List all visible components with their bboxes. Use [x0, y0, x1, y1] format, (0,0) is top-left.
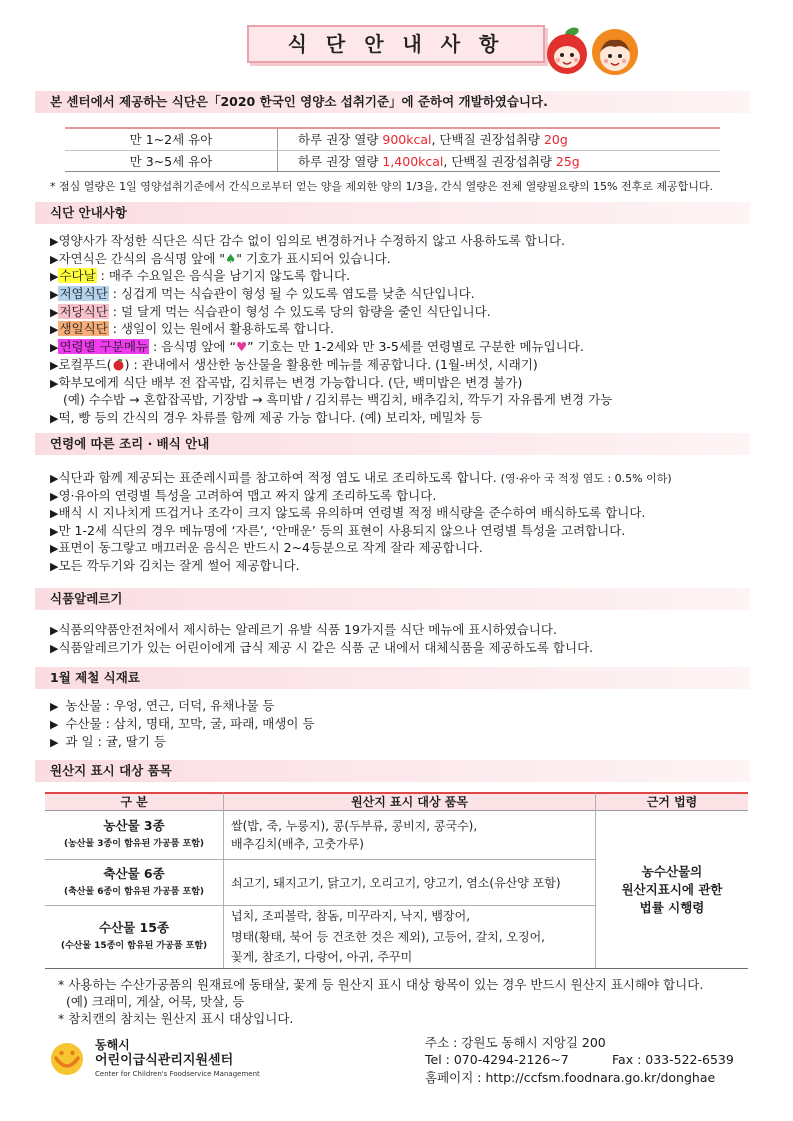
category-cell	[45, 906, 224, 968]
protein-value: 20g	[543, 132, 568, 147]
telephone: Tel : 070-4294-2126~7	[425, 1052, 569, 1067]
section-title: 연령에 따른 조리 · 배식 안내	[50, 436, 210, 451]
list-item	[50, 250, 612, 268]
seasonal-list	[50, 697, 315, 751]
list-item	[50, 715, 315, 733]
category-cell	[45, 860, 224, 906]
highlight-label: 저당식단	[59, 303, 108, 319]
bullet-marker: ▶	[50, 341, 59, 355]
section-header-origin	[35, 760, 750, 782]
item-text: 영양사가 작성한 식단은 식단 감수 없이 임의로 변경하거나 수정하지 않고 사용하도록 합니다.	[58, 233, 566, 248]
page-title: 식 단 안 내 사 항	[247, 25, 545, 63]
item-text: 학부모에게 식단 배부 전 잡곡밥, 김치류는 변경 가능합니다. (단, 백미밥은 변경 불가)	[58, 374, 523, 390]
items-line: 꽃게, 참조기, 다랑어, 아귀, 주꾸미	[231, 950, 413, 965]
column-header: 원산지 표시 대상 품목	[224, 792, 596, 811]
item-note: (영·유아 국 적정 염도 : 0.5% 이하)	[500, 472, 672, 485]
list-item	[50, 639, 593, 657]
guide-list	[50, 232, 612, 427]
energy-value: 1,400kcal	[382, 154, 444, 169]
heart-symbol-icon: ♥	[235, 339, 248, 355]
note-line: (예) 크래미, 게살, 어묵, 맛살, 등	[66, 994, 245, 1009]
bullet-marker: ▶	[50, 472, 59, 485]
protein-value: 25g	[555, 154, 580, 169]
intro-band	[35, 91, 750, 113]
category-name: 수산물 15종	[98, 920, 170, 935]
items-line: 쌀(밥, 죽, 누룽지), 콩(두부류, 콩비지, 콩국수),	[231, 819, 478, 833]
item-text: 식품의약품안전처에서 제시하는 알레르기 유발 식품 19가지를 식단 메뉴에 표시하였습니다.	[58, 622, 557, 637]
mascot-illustration	[545, 24, 641, 80]
bullet-marker: ▶	[50, 411, 59, 425]
section-header-cooking	[35, 433, 750, 455]
item-text: 떡, 빵 등의 간식의 경우 차류를 함께 제공 가능 합니다. (예) 보리차, 메밀차 등	[58, 409, 482, 425]
note-line: * 참치캔의 참치는 원산지 표시 대상입니다.	[58, 1011, 294, 1026]
bullet-marker: ▶	[50, 641, 59, 655]
category-sub: (농산물 3종이 함유된 가공품 포함)	[63, 839, 205, 849]
list-item	[50, 621, 593, 639]
list-item	[50, 374, 612, 392]
address: 주소 : 강원도 동해시 지앙길 200	[425, 1035, 606, 1050]
item-text: ” 기호는 만 1-2세와 만 3-5세를 연령별로 구분한 메뉴입니다.	[247, 339, 584, 355]
bullet-marker: ▶	[50, 323, 59, 337]
list-item	[50, 539, 672, 557]
apple-icon	[112, 358, 125, 371]
cooking-list	[50, 469, 672, 575]
bullet-marker: ▶	[50, 252, 59, 266]
origin-table	[45, 792, 748, 969]
age-cell: 만 1~2세 유아	[65, 129, 278, 150]
fax: Fax : 033-522-6539	[612, 1052, 734, 1067]
category-name: 농산물 3종	[103, 818, 165, 833]
list-item	[50, 409, 612, 427]
bullet-marker: ▶	[50, 736, 59, 749]
list-item	[50, 338, 612, 356]
items-line: 쇠고기, 돼지고기, 닭고기, 오리고기, 양고기, 염소(유산양 포함)	[231, 875, 561, 890]
bullet-marker: ▶	[50, 235, 59, 248]
age-cell: 만 3~5세 유아	[65, 151, 278, 171]
list-item	[50, 303, 612, 321]
item-text: : 음식명 앞에 “	[148, 339, 236, 355]
bullet-marker: ▶	[50, 718, 59, 731]
column-header: 근거 법령	[596, 792, 748, 811]
bullet-marker: ▶	[50, 542, 59, 556]
bullet-marker: ▶	[50, 376, 59, 390]
items-line: 배추김치(배추, 고춧가루)	[231, 837, 364, 851]
law-line: 원산지표시에 관한	[621, 881, 723, 897]
list-item	[50, 733, 315, 751]
item-text: 식품알레르기가 있는 어린이에게 급식 제공 시 같은 식품 군 내에서 대체식품을 제공하도록 합니다.	[58, 639, 594, 655]
highlight-label: 저염식단	[59, 286, 108, 302]
bullet-marker: ▶	[50, 358, 59, 372]
items-cell	[224, 860, 596, 906]
energy-table	[65, 127, 720, 172]
homepage: 홈페이지 : http://ccfsm.foodnara.go.kr/donghae	[425, 1070, 716, 1085]
list-item	[50, 320, 612, 338]
item-text: 농산물 : 우엉, 연근, 더덕, 유채나물 등	[65, 698, 275, 713]
item-text: ) : 관내에서 생산한 농산물을 활용한 메뉴를 제공합니다. (1월-버섯, 시래기)	[124, 356, 538, 372]
org-english-name: Center for Children's Foodservice Management	[95, 1070, 260, 1078]
highlight-label: 연령별 구분메뉴	[59, 339, 148, 355]
energy-label: 하루 권장 열량	[298, 154, 383, 169]
list-item-example: (예) 수수밥 → 혼합잡곡밥, 기장밥 → 흑미밥 / 김치류는 백김치, 배추김치, 깍두기 자유롭게 변경 가능	[63, 392, 613, 408]
list-item	[50, 697, 315, 715]
bullet-marker: ▶	[50, 489, 59, 503]
allergy-list	[50, 621, 593, 656]
bullet-marker: ▶	[50, 270, 59, 284]
category-sub: (수산물 15종이 함유된 가공품 포함)	[60, 941, 208, 951]
item-text: 수산물 : 삼치, 명태, 꼬막, 굴, 파래, 매생이 등	[65, 716, 315, 731]
list-item	[50, 469, 672, 487]
item-text: 과 일 : 귤, 딸기 등	[65, 734, 166, 749]
apple-mascot	[547, 26, 587, 74]
section-title: 1월 제철 식재료	[50, 670, 140, 685]
items-line: 명태(황태, 북어 등 건조한 것은 제외), 고등어, 갈치, 오징어,	[231, 929, 545, 944]
item-text: : 생일이 있는 원에서 활용하도록 합니다.	[108, 321, 335, 337]
list-item	[50, 285, 612, 303]
highlight-label: 수다날	[59, 268, 96, 284]
items-line: 넙치, 조피볼락, 참돔, 미꾸라지, 낙지, 뱀장어,	[231, 909, 471, 924]
item-text: : 싱겁게 먹는 식습관이 형성 될 수 있도록 염도를 낮춘 식단입니다.	[108, 286, 475, 302]
item-text: 영·유아의 연령별 특성을 고려하여 맵고 짜지 않게 조리하도록 합니다.	[58, 487, 437, 503]
item-text: 자연식은 간식의 음식명 앞에 "	[58, 250, 226, 266]
items-cell	[224, 811, 596, 860]
bullet-marker: ▶	[50, 524, 59, 538]
energy-cell	[278, 129, 568, 150]
category-sub: (축산물 6종이 함유된 가공품 포함)	[63, 886, 205, 897]
intro-text: 본 센터에서 제공하는 식단은「2020 한국인 영양소 섭취기준」에 준하여 개발하였습니다.	[50, 94, 548, 109]
bullet-marker: ▶	[50, 700, 59, 713]
items-cell	[224, 906, 596, 968]
org-city: 동해시	[95, 1038, 130, 1052]
section-title: 식품알레르기	[50, 591, 123, 606]
highlight-label: 생일식단	[59, 321, 108, 337]
law-line: 농수산물의	[641, 863, 703, 879]
section-header-seasonal	[35, 667, 750, 689]
law-line: 법률 시행령	[639, 899, 705, 915]
energy-cell	[278, 151, 580, 171]
note-line: * 사용하는 수산가공품의 원재료에 동태살, 꽃게 등 원산지 표시 대상 항목이 있는 경우 반드시 원산지 표시해야 합니다.	[58, 977, 704, 992]
center-logo	[48, 1040, 86, 1078]
energy-label: 하루 권장 열량	[298, 132, 383, 147]
origin-notes	[58, 976, 703, 1027]
bullet-marker: ▶	[50, 507, 59, 521]
item-text: " 기호가 표시되어 있습니다.	[236, 250, 391, 266]
item-text: 모든 깍두기와 김치는 잘게 썰어 제공합니다.	[58, 557, 300, 573]
table-row	[65, 129, 720, 150]
section-title: 원산지 표시 대상 품목	[50, 763, 172, 778]
law-cell	[596, 811, 748, 968]
item-text: : 덜 달게 먹는 식습관이 형성 수 있도록 당의 함량을 줄인 식단입니다.	[108, 303, 491, 319]
category-name: 축산물 6종	[103, 865, 165, 881]
list-item	[50, 267, 612, 285]
item-text: 만 1-2세 식단의 경우 메뉴명에 ‘자른’, ‘안매운’ 등의 표현이 사용되지 않으나 연령별 특성을 고려합니다.	[58, 522, 626, 538]
bullet-marker: ▶	[50, 559, 59, 573]
list-item	[50, 487, 672, 505]
org-name: 어린이급식관리지원센터	[95, 1053, 234, 1068]
list-item	[50, 232, 612, 250]
table-row	[65, 150, 720, 171]
item-text: 로컬푸드(	[58, 356, 112, 372]
girl-mascot	[592, 29, 638, 75]
energy-value: 900kcal	[382, 132, 432, 147]
section-header-guide	[35, 202, 750, 224]
protein-label: , 단백질 권장섭취량	[431, 132, 544, 147]
bullet-marker: ▶	[50, 305, 59, 319]
energy-note: * 점심 열량은 1일 영양섭취기준에서 간식으로부터 얻는 양을 제외한 양의 1/3을, 간식 열량은 전체 열량필요량의 15% 전후로 제공합니다.	[50, 180, 714, 193]
item-text: 식단과 함께 제공되는 표준레시피를 참고하여 적정 염도 내로 조리하도록 합니다.	[58, 470, 501, 485]
item-text: 배식 시 지나치게 뜨겁거나 조각이 크지 않도록 유의하며 연령별 적정 배식량을 준수하여 배식하도록 합니다.	[58, 505, 646, 521]
protein-label: , 단백질 권장섭취량	[443, 154, 556, 169]
bullet-marker: ▶	[50, 624, 59, 637]
list-item	[50, 504, 672, 522]
item-text: : 매주 수요일은 음식을 남기지 않도록 합니다.	[96, 268, 351, 284]
section-title: 식단 안내사항	[50, 205, 127, 220]
category-cell	[45, 811, 224, 860]
list-item	[50, 557, 672, 575]
bullet-marker: ▶	[50, 288, 59, 302]
section-header-allergy	[35, 588, 750, 610]
item-text: 표면이 동그랗고 매끄러운 음식은 반드시 2~4등분으로 작게 잘라 제공합니다.	[58, 540, 483, 556]
spade-symbol-icon: ♠	[225, 250, 237, 266]
column-header: 구 분	[45, 792, 224, 811]
list-item	[50, 356, 612, 374]
list-item	[50, 522, 672, 540]
